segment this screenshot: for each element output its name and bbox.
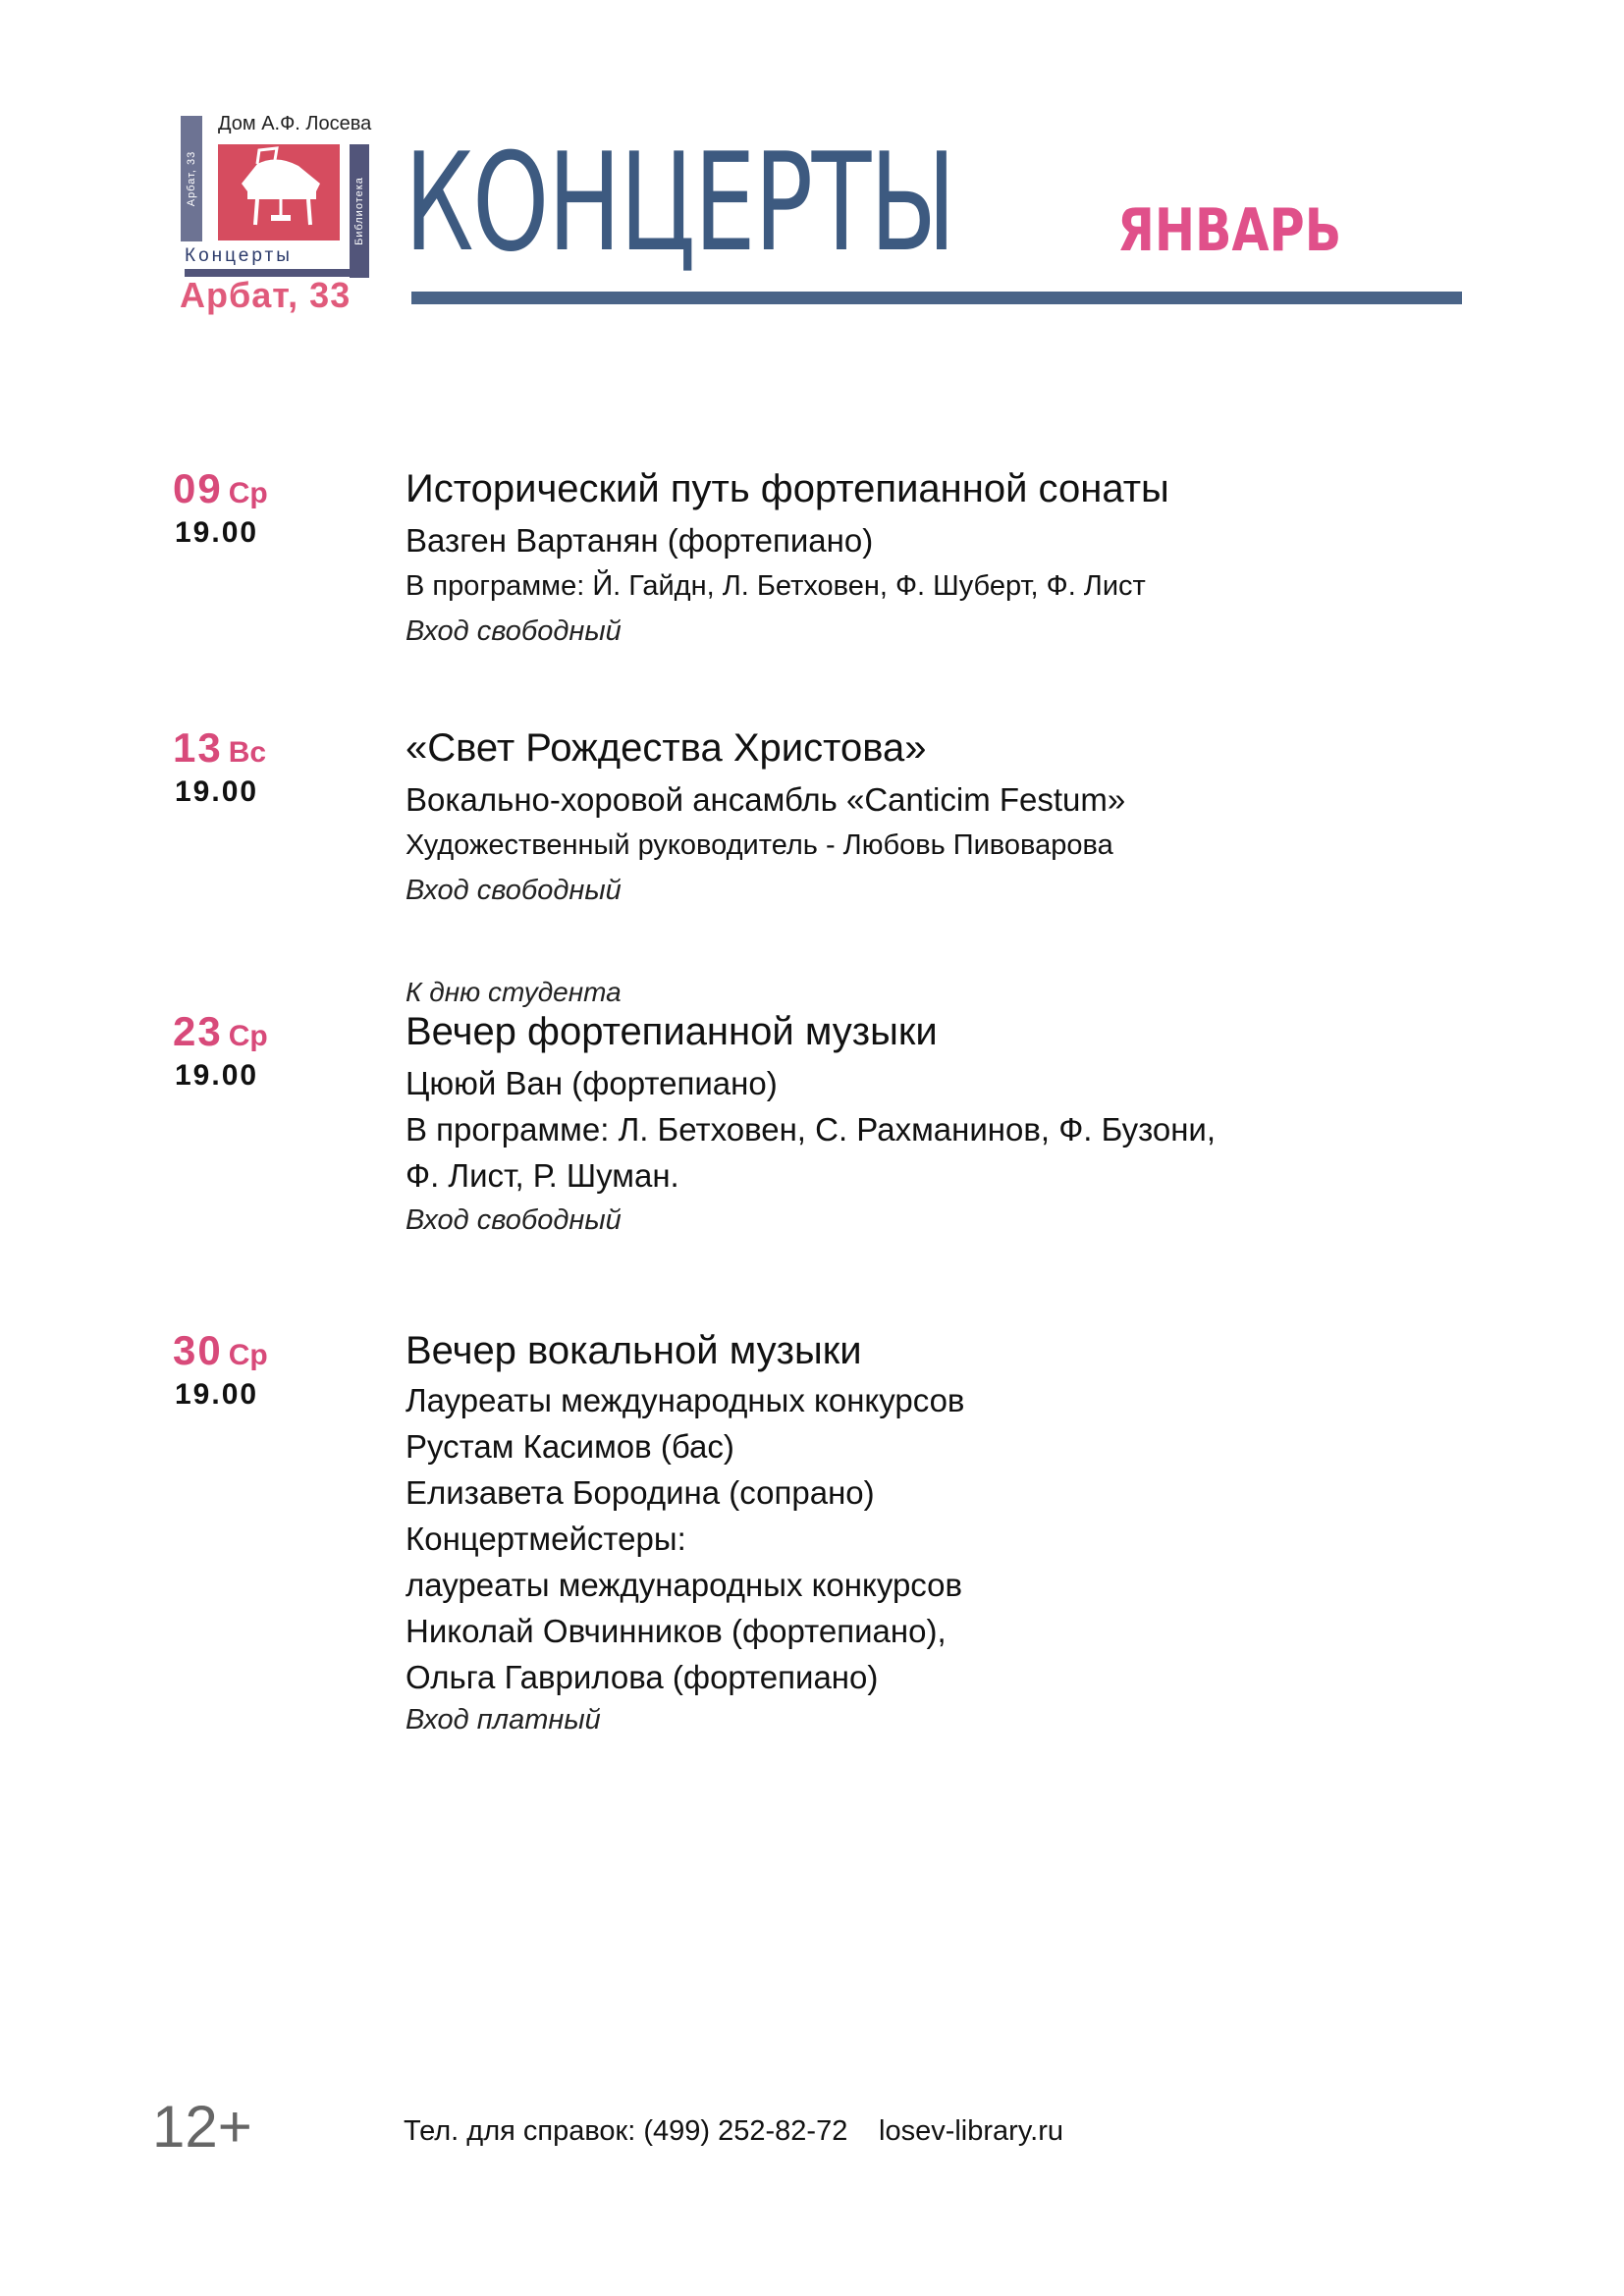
- event-line: Ф. Лист, Р. Шуман.: [406, 1157, 679, 1194]
- event-day: 09: [173, 465, 223, 511]
- event-date: [173, 465, 268, 512]
- logo-right-bar: [350, 144, 369, 278]
- piano-icon: [218, 144, 340, 240]
- event-line: Николай Овчинников (фортепиано),: [406, 1613, 947, 1649]
- event-date: [173, 724, 266, 772]
- event-line: Художественный руководитель - Любовь Пивоварова: [406, 829, 1113, 861]
- event-weekday: Ср: [228, 1339, 268, 1371]
- event-line: Вазген Вартанян (фортепиано): [406, 522, 874, 559]
- event-day: 30: [173, 1327, 223, 1373]
- event-details: [406, 467, 1535, 648]
- logo-top-text: Дом А.Ф. Лосева: [218, 113, 372, 134]
- event-details: [406, 1010, 1535, 1237]
- event-line: Лауреаты международных конкурсов: [406, 1382, 965, 1418]
- event-line: В программе: Й. Гайдн, Л. Бетховен, Ф. Шуберт, Ф. Лист: [406, 570, 1146, 602]
- header-divider: [411, 292, 1462, 304]
- logo-bottom-text: Концерты: [185, 245, 293, 266]
- website-link[interactable]: losev-library.ru: [879, 2115, 1064, 2147]
- event-day: 13: [173, 724, 223, 771]
- event-time: 19.00: [175, 516, 259, 549]
- event-title: Исторический путь фортепианной сонаты: [406, 467, 1169, 510]
- logo-left-bar: [181, 116, 202, 241]
- event-date: [173, 1327, 268, 1374]
- event-title: «Свет Рождества Христова»: [406, 726, 927, 770]
- event-details: [406, 726, 1535, 907]
- logo-left-text: Арбат, 33: [186, 150, 197, 207]
- contact-phone: Тел. для справок: (499) 252-82-72: [404, 2115, 848, 2147]
- event-line: Цююй Ван (фортепиано): [406, 1065, 778, 1101]
- event-line: Концертмейстеры:: [406, 1521, 686, 1557]
- event-day: 23: [173, 1008, 223, 1054]
- event-line: Елизавета Бородина (сопрано): [406, 1474, 875, 1511]
- event-weekday: Ср: [228, 1020, 268, 1052]
- address: Арбат, 33: [180, 275, 352, 315]
- event-line: Ольга Гаврилова (фортепиано): [406, 1659, 879, 1695]
- event-entry: Вход свободный: [406, 875, 622, 906]
- logo-right-text: Библиотека: [353, 177, 365, 245]
- event-date: [173, 1008, 268, 1055]
- event-weekday: Вс: [228, 736, 267, 769]
- event-line: В программе: Л. Бетховен, С. Рахманинов, Ф. Бузони,: [406, 1111, 1217, 1148]
- logo-piano-square: [218, 144, 340, 240]
- event-time: 19.00: [175, 775, 259, 808]
- page-title: КОНЦЕРТЫ: [405, 124, 955, 282]
- month-label: ЯНВАРЬ: [1117, 196, 1342, 265]
- event-time: 19.00: [175, 1378, 259, 1411]
- event-weekday: Ср: [228, 477, 268, 509]
- event-line: Рустам Касимов (бас): [406, 1428, 734, 1465]
- event-entry: Вход платный: [406, 1704, 601, 1735]
- event-entry: Вход свободный: [406, 1204, 622, 1236]
- event-time: 19.00: [175, 1059, 259, 1092]
- event-entry: Вход свободный: [406, 615, 622, 647]
- event-title: Вечер фортепианной музыки: [406, 1010, 938, 1053]
- event-line: лауреаты международных конкурсов: [406, 1567, 963, 1603]
- event-details: [406, 1329, 1535, 1736]
- event-title: Вечер вокальной музыки: [406, 1329, 862, 1372]
- age-rating: 12+: [152, 2094, 252, 2160]
- event-pre-note: К дню студента: [406, 977, 622, 1007]
- event-line: Вокально-хоровой ансамбль «Canticim Festum»: [406, 781, 1126, 818]
